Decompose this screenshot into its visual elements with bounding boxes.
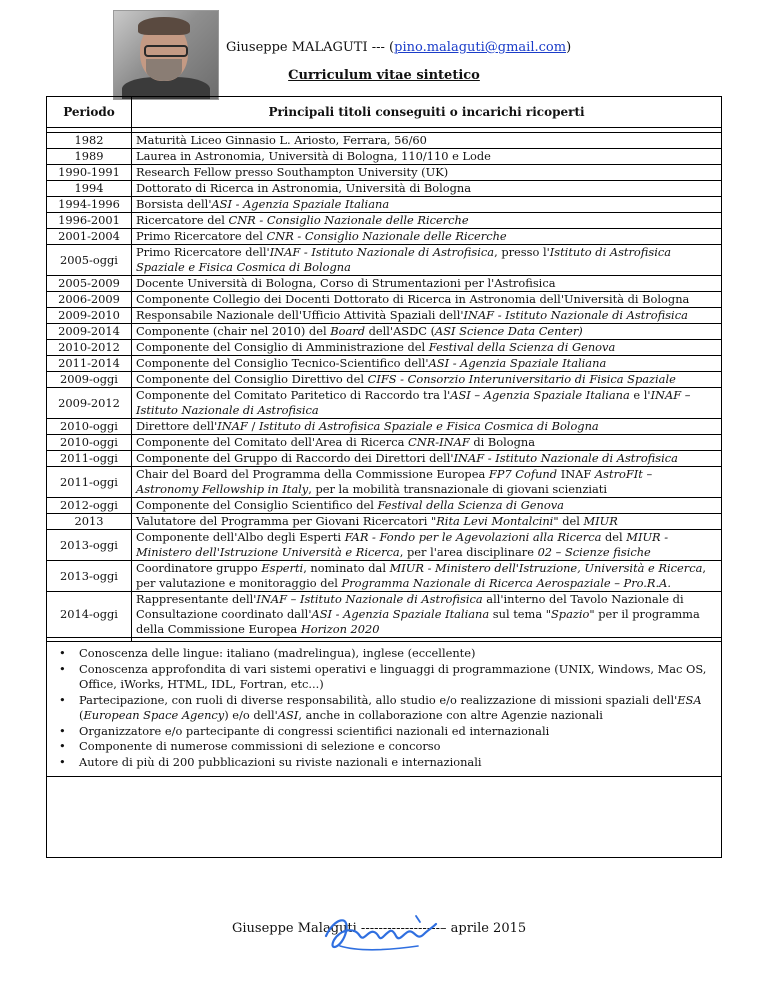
table-row [47, 213, 722, 229]
table-row [47, 181, 722, 197]
list-item [55, 739, 713, 755]
row-period: 2010-oggi [47, 419, 132, 435]
text: e l' [629, 388, 651, 402]
table-row [47, 340, 722, 356]
table-row [47, 592, 722, 638]
row-period: 2010-2012 [47, 340, 132, 356]
row-period: 1990-1991 [47, 165, 132, 181]
table-header-row [47, 97, 722, 128]
italic-text: INAF [217, 419, 248, 433]
cv-table [46, 96, 722, 858]
table-row [47, 308, 722, 324]
italic-text: MIUR - Ministero dell'Istruzione Università e Ricerca [136, 530, 669, 559]
text: Componente dell'Albo degli Esperti [136, 530, 345, 544]
list-item [55, 646, 713, 662]
italic-text: ASI Science Data Center) [435, 324, 583, 338]
text: Componente del Consiglio Tecnico-Scientifico dell' [136, 356, 429, 370]
row-description [132, 514, 722, 530]
email-link[interactable]: pino.malaguti@gmail.com [394, 40, 567, 55]
italic-text: Festival della Scienza di Genova [377, 498, 564, 512]
text: , per l'area disciplinare [399, 545, 538, 559]
text: ) e/o dell' [224, 708, 278, 722]
table-row [47, 324, 722, 340]
row-description [132, 451, 722, 467]
handwritten-signature [320, 906, 440, 962]
page-title: Curriculum vitae sintetico [288, 68, 480, 83]
row-period: 2001-2004 [47, 229, 132, 245]
italic-text: Istituto di Astrofisica Spaziale e Fisica Cosmica di Bologna [258, 419, 599, 433]
list-item [55, 724, 713, 740]
row-description [132, 165, 722, 181]
header-name-suffix: ) [566, 40, 572, 55]
row-description [132, 388, 722, 419]
text: all'interno del Tavolo Nazionale di Consultazione coordinato dall' [136, 592, 684, 621]
text: Componente del Comitato Paritetico di Raccordo tra l' [136, 388, 451, 402]
row-period: 2010-oggi [47, 435, 132, 451]
list-item [55, 662, 713, 693]
text: Autore di più di 200 pubblicazioni su riviste nazionali e internazionali [79, 754, 482, 769]
text: " del [553, 514, 584, 528]
text: di Bologna [469, 435, 536, 449]
text: dell'ASDC ( [365, 324, 436, 338]
table-row [47, 372, 722, 388]
row-description [132, 181, 722, 197]
row-period: 2011-oggi [47, 467, 132, 498]
italic-text: Rita Levi Montalcini [436, 514, 554, 528]
row-period: 2013-oggi [47, 561, 132, 592]
italic-text: FP7 Cofund [488, 467, 558, 481]
row-description [132, 356, 722, 372]
author-photo [113, 10, 219, 100]
text: / [247, 419, 259, 433]
row-description [132, 467, 722, 498]
row-description [132, 435, 722, 451]
text: Direttore dell' [136, 419, 218, 433]
row-description [132, 276, 722, 292]
row-description [132, 530, 722, 561]
text: Maturità Liceo Ginnasio L. Ariosto, Ferrara, 56/60 [136, 133, 427, 147]
italic-text: INAF – Istituto Nazionale di Astrofisica [256, 592, 483, 606]
row-description [132, 419, 722, 435]
row-period: 2013 [47, 514, 132, 530]
table-row [47, 514, 722, 530]
italic-text: ASI – Agenzia Spaziale Italiana [450, 388, 630, 402]
italic-text: Board [330, 324, 365, 338]
text: Primo Ricercatore del [136, 229, 267, 243]
table-row [47, 229, 722, 245]
table-row [47, 149, 722, 165]
column-header-period: Periodo [47, 97, 132, 128]
text: Responsabile Nazionale dell'Ufficio Attività Spaziali dell' [136, 308, 464, 322]
text: Laurea in Astronomia, Università di Bologna, 110/110 e Lode [136, 149, 491, 163]
signature-line: Giuseppe Malaguti ------------------– aprile 2015 [232, 921, 527, 936]
italic-text: ASI [277, 708, 299, 722]
text: Componente del Consiglio Scientifico del [136, 498, 378, 512]
table-row [47, 498, 722, 514]
row-description [132, 245, 722, 276]
row-period: 2005-2009 [47, 276, 132, 292]
row-period: 2009-2014 [47, 324, 132, 340]
text: Coordinatore gruppo [136, 561, 262, 575]
row-description [132, 213, 722, 229]
italic-text: Programma Nazionale di Ricerca Aerospaziale – Pro.R.A. [341, 576, 671, 590]
row-period: 1996-2001 [47, 213, 132, 229]
text: Dottorato di Ricerca in Astronomia, Università di Bologna [136, 181, 472, 195]
skills-list [55, 646, 713, 770]
italic-text: European Space Agency [83, 708, 225, 722]
row-period: 2013-oggi [47, 530, 132, 561]
italic-text: AstroFIt – Astronomy Fellowship in Italy [136, 467, 653, 496]
table-row [47, 435, 722, 451]
header-name-prefix: Giuseppe MALAGUTI --- ( [226, 40, 395, 55]
italic-text: FAR - Fondo per le Agevolazioni alla Ricerca [344, 530, 602, 544]
text: Research Fellow presso Southampton University (UK) [136, 165, 449, 179]
row-period: 1982 [47, 133, 132, 149]
italic-text: CNR - Consiglio Nazionale delle Ricerche [228, 213, 469, 227]
text: Valutatore del Programma per Giovani Ricercatori " [136, 514, 437, 528]
row-period: 2012-oggi [47, 498, 132, 514]
row-period: 2009-2010 [47, 308, 132, 324]
row-description [132, 229, 722, 245]
row-period: 2009-2012 [47, 388, 132, 419]
row-description [132, 308, 722, 324]
row-period: 1994-1996 [47, 197, 132, 213]
text: , nominato dal [303, 561, 390, 575]
text: Borsista dell' [136, 197, 212, 211]
text: Chair del Board del Programma della Commissione Europea [136, 467, 489, 481]
text: Primo Ricercatore dell' [136, 245, 270, 259]
italic-text: 02 – Scienze fisiche [537, 545, 651, 559]
text: Componente del Gruppo di Raccordo dei Direttori dell' [136, 451, 454, 465]
list-item [55, 693, 713, 724]
text: , presso l' [494, 245, 550, 259]
table-row [47, 388, 722, 419]
header-name [226, 40, 571, 55]
text: Ricercatore del [136, 213, 229, 227]
row-period: 1989 [47, 149, 132, 165]
table-row [47, 197, 722, 213]
text: , per valutazione e monitoraggio del [136, 561, 707, 590]
table-row [47, 451, 722, 467]
italic-text: ASI - Agenzia Spaziale Italiana [311, 607, 490, 621]
text: Componente del Consiglio di Amministrazione del [136, 340, 429, 354]
row-period: 2009-oggi [47, 372, 132, 388]
italic-text: MIUR - Ministero dell'Istruzione, Università e Ricerca [389, 561, 703, 575]
italic-text: CNR - Consiglio Nazionale delle Ricerche [266, 229, 507, 243]
italic-text: CIFS - Consorzio Interuniversitario di Fisica Spaziale [367, 372, 676, 386]
text: " per il programma della Commissione Europea [136, 607, 700, 636]
skills-row [47, 642, 722, 777]
italic-text: Festival della Scienza di Genova [428, 340, 616, 354]
table-row [47, 530, 722, 561]
italic-text: MIUR [583, 514, 618, 528]
italic-text: Esperti [261, 561, 304, 575]
text: Componente di numerose commissioni di selezione e concorso [79, 739, 441, 753]
text: INAF [557, 467, 595, 481]
list-item [55, 755, 713, 771]
text: , anche in collaborazione con altre Agenzie nazionali [298, 708, 603, 722]
row-description [132, 592, 722, 638]
text: Rappresentante dell' [136, 592, 257, 606]
row-period: 2011-2014 [47, 356, 132, 372]
italic-text: ASI - Agenzia Spaziale Italiana [211, 197, 390, 211]
italic-text: Istituto di Astrofisica Spaziale e Fisica Cosmica di Bologna [136, 245, 672, 274]
italic-text: CNR-INAF [408, 435, 470, 449]
italic-text: Spazio [550, 607, 590, 621]
row-description [132, 498, 722, 514]
italic-text: INAF – Istituto Nazionale di Astrofisica [136, 388, 691, 417]
text: Componente del Comitato dell'Area di Ricerca [136, 435, 409, 449]
table-row [47, 419, 722, 435]
table-row [47, 561, 722, 592]
text: Conoscenza approfondita di vari sistemi operativi e linguaggi di programmazione (UNIX, Windows, Mac OS, Office, iWorks, HTML, IDL, Fortran, etc...) [79, 661, 707, 691]
table-row [47, 356, 722, 372]
text: , per la mobilità transnazionale di giovani scienziati [308, 482, 607, 496]
row-period: 2011-oggi [47, 451, 132, 467]
table-row [47, 276, 722, 292]
italic-text: INAF - Istituto Nazionale di Astrofisica [463, 308, 688, 322]
italic-text: ESA [677, 692, 702, 707]
skills-cell [47, 642, 722, 777]
table-row [47, 467, 722, 498]
row-period: 2014-oggi [47, 592, 132, 638]
text: Componente del Consiglio Direttivo del [136, 372, 368, 386]
table-row [47, 245, 722, 276]
row-period: 2006-2009 [47, 292, 132, 308]
row-description [132, 324, 722, 340]
table-row [47, 292, 722, 308]
row-period: 1994 [47, 181, 132, 197]
row-description [132, 149, 722, 165]
table-row [47, 133, 722, 149]
text: Partecipazione, con ruoli di diverse responsabilità, allo studio e/o realizzazione di missioni spaziali dell' [79, 692, 678, 707]
row-description [132, 133, 722, 149]
italic-text: ASI - Agenzia Spaziale Italiana [428, 356, 607, 370]
text: Componente (chair nel 2010) del [136, 324, 331, 338]
text: Docente Università di Bologna, Corso di Strumentazioni per l'Astrofisica [136, 276, 556, 290]
text: ( [79, 708, 84, 722]
text: del [601, 530, 627, 544]
row-description [132, 561, 722, 592]
row-description [132, 197, 722, 213]
italic-text: INAF - Istituto Nazionale di Astrofisica [453, 451, 678, 465]
column-header-titles: Principali titoli conseguiti o incarichi ricoperti [132, 97, 722, 128]
text: Conoscenza delle lingue: italiano (madrelingua), inglese (eccellente) [79, 646, 476, 660]
row-period: 2005-oggi [47, 245, 132, 276]
row-description [132, 292, 722, 308]
row-description [132, 340, 722, 356]
cv-table-body [47, 128, 722, 858]
text: Componente Collegio dei Docenti Dottorato di Ricerca in Astronomia dell'Università di Bologna [136, 292, 690, 306]
italic-text: Horizon 2020 [300, 622, 380, 636]
table-row [47, 165, 722, 181]
row-description [132, 372, 722, 388]
text: sul tema " [489, 607, 551, 621]
text: Organizzatore e/o partecipante di congressi scientifici nazionali ed internazionali [79, 723, 550, 738]
italic-text: INAF - Istituto Nazionale di Astrofisica [269, 245, 495, 259]
